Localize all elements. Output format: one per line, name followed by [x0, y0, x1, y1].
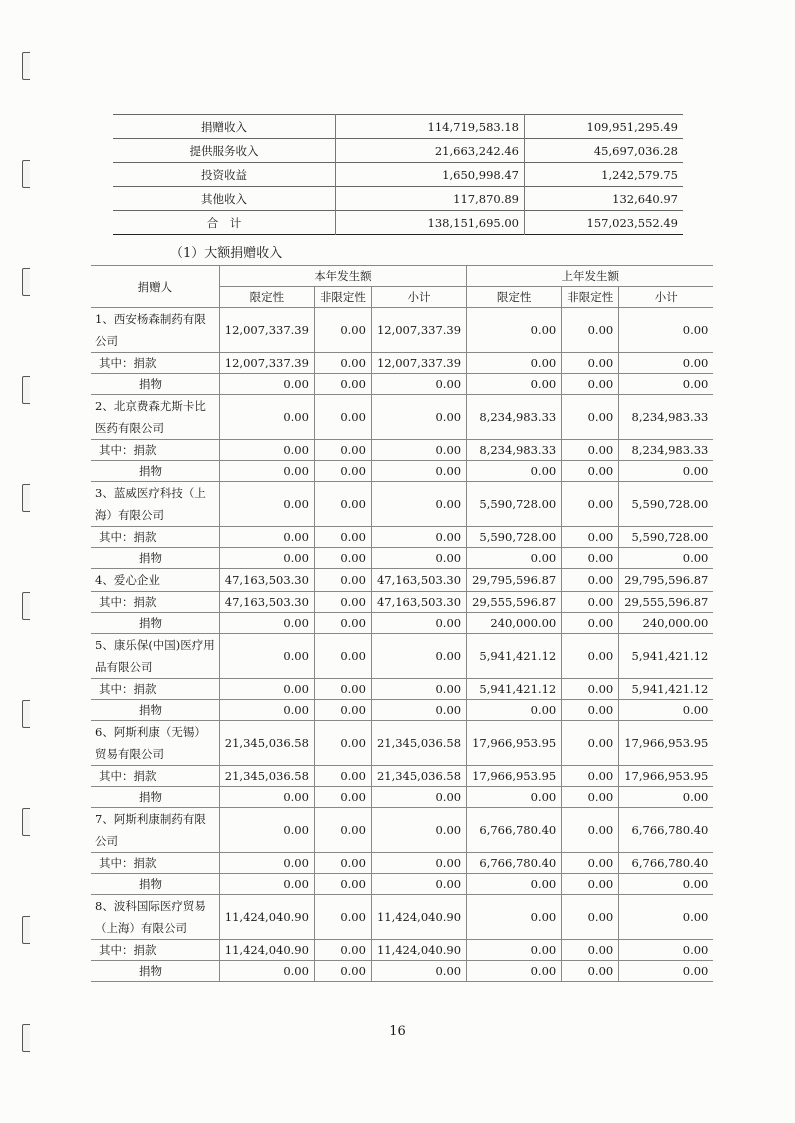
amount-cell: 29,555,596.87 [619, 592, 714, 613]
amount-cell: 0.00 [371, 461, 466, 482]
amount-cell: 0.00 [371, 700, 466, 721]
amount-cell: 0.00 [562, 482, 619, 527]
subheader-cell: 非限定性 [314, 287, 371, 308]
amount-cell: 0.00 [619, 895, 714, 940]
summary-current: 1,650,998.47 [336, 163, 525, 187]
summary-previous: 45,697,036.28 [525, 139, 684, 163]
amount-cell: 0.00 [314, 895, 371, 940]
amount-cell: 0.00 [219, 808, 314, 853]
amount-cell: 17,966,953.95 [467, 766, 562, 787]
header-row [91, 266, 713, 287]
cash-label: 其中：捐款 [91, 527, 219, 548]
cash-label: 其中：捐款 [91, 766, 219, 787]
amount-cell: 21,345,036.58 [371, 766, 466, 787]
subheader-cell: 非限定性 [562, 287, 619, 308]
cash-label: 其中：捐款 [91, 940, 219, 961]
amount-cell: 0.00 [314, 527, 371, 548]
amount-cell: 0.00 [314, 374, 371, 395]
amount-cell: 0.00 [562, 787, 619, 808]
amount-cell: 0.00 [562, 808, 619, 853]
donor-row [91, 395, 713, 440]
amount-cell: 17,966,953.95 [619, 721, 714, 766]
amount-cell: 0.00 [314, 569, 371, 592]
amount-cell: 0.00 [314, 634, 371, 679]
cash-label: 其中：捐款 [91, 440, 219, 461]
cash-row [91, 353, 713, 374]
amount-cell: 0.00 [314, 940, 371, 961]
goods-row [91, 787, 713, 808]
amount-cell: 0.00 [619, 874, 714, 895]
amount-cell: 47,163,503.30 [219, 569, 314, 592]
amount-cell: 0.00 [467, 548, 562, 569]
amount-cell: 12,007,337.39 [219, 353, 314, 374]
amount-cell: 0.00 [219, 874, 314, 895]
binder-mark [22, 52, 30, 80]
amount-cell: 240,000.00 [467, 613, 562, 634]
goods-label: 捐物 [91, 461, 219, 482]
amount-cell: 5,941,421.12 [467, 679, 562, 700]
donor-name-line: 8、波科国际医疗贸易 [95, 899, 206, 913]
amount-cell: 0.00 [467, 961, 562, 982]
goods-label: 捐物 [91, 874, 219, 895]
amount-cell: 0.00 [562, 961, 619, 982]
donor-name [91, 395, 219, 440]
donor-name-line: 公司 [95, 834, 118, 848]
amount-cell: 0.00 [371, 853, 466, 874]
amount-cell: 0.00 [562, 353, 619, 374]
amount-cell: 11,424,040.90 [219, 895, 314, 940]
amount-cell: 21,345,036.58 [219, 721, 314, 766]
amount-cell: 0.00 [562, 548, 619, 569]
summary-label: 捐赠收入 [113, 115, 336, 139]
summary-row [113, 139, 683, 163]
summary-current: 21,663,242.46 [336, 139, 525, 163]
donor-name-line: 7、阿斯利康制药有限 [95, 812, 206, 826]
amount-cell: 0.00 [467, 308, 562, 353]
amount-cell: 6,766,780.40 [467, 853, 562, 874]
amount-cell: 0.00 [219, 853, 314, 874]
amount-cell: 0.00 [467, 874, 562, 895]
summary-previous: 157,023,552.49 [525, 211, 684, 235]
amount-cell: 47,163,503.30 [371, 592, 466, 613]
binder-mark [22, 808, 30, 836]
goods-row [91, 613, 713, 634]
amount-cell: 0.00 [619, 787, 714, 808]
amount-cell: 0.00 [314, 482, 371, 527]
amount-cell: 0.00 [219, 548, 314, 569]
amount-cell: 0.00 [562, 700, 619, 721]
amount-cell: 0.00 [371, 787, 466, 808]
amount-cell: 0.00 [371, 961, 466, 982]
amount-cell: 0.00 [619, 308, 714, 353]
amount-cell: 0.00 [219, 395, 314, 440]
amount-cell: 0.00 [314, 853, 371, 874]
amount-cell: 11,424,040.90 [371, 940, 466, 961]
section-title: （1）大额捐赠收入 [170, 246, 283, 261]
amount-cell: 0.00 [314, 721, 371, 766]
goods-label: 捐物 [91, 961, 219, 982]
amount-cell: 0.00 [619, 940, 714, 961]
amount-cell: 47,163,503.30 [371, 569, 466, 592]
amount-cell: 0.00 [219, 679, 314, 700]
amount-cell: 5,941,421.12 [467, 634, 562, 679]
binder-mark [22, 700, 30, 728]
goods-row [91, 874, 713, 895]
amount-cell: 0.00 [562, 940, 619, 961]
amount-cell: 8,234,983.33 [467, 395, 562, 440]
amount-cell: 0.00 [371, 374, 466, 395]
amount-cell: 0.00 [314, 395, 371, 440]
amount-cell: 0.00 [314, 613, 371, 634]
cash-row [91, 940, 713, 961]
amount-cell: 5,941,421.12 [619, 634, 714, 679]
subheader-cell: 限定性 [219, 287, 314, 308]
goods-row [91, 961, 713, 982]
subheader-cell: 限定性 [467, 287, 562, 308]
amount-cell: 11,424,040.90 [371, 895, 466, 940]
donor-name-line: 2、北京费森尤斯卡比 [95, 399, 206, 413]
amount-cell: 0.00 [371, 548, 466, 569]
cash-label: 其中：捐款 [91, 853, 219, 874]
donor-name [91, 895, 219, 940]
amount-cell: 0.00 [219, 700, 314, 721]
summary-row [113, 115, 683, 139]
amount-cell: 0.00 [314, 874, 371, 895]
binder-mark [22, 916, 30, 944]
donor-row [91, 895, 713, 940]
donor-name-line: 3、蓝威医疗科技（上 [95, 486, 206, 500]
amount-cell: 0.00 [467, 374, 562, 395]
donor-name-line: 品有限公司 [95, 660, 153, 674]
amount-cell: 6,766,780.40 [619, 808, 714, 853]
amount-cell: 12,007,337.39 [371, 353, 466, 374]
goods-row [91, 548, 713, 569]
amount-cell: 0.00 [619, 700, 714, 721]
amount-cell: 0.00 [467, 700, 562, 721]
amount-cell: 0.00 [562, 527, 619, 548]
amount-cell: 0.00 [314, 961, 371, 982]
amount-cell: 29,795,596.87 [467, 569, 562, 592]
amount-cell: 0.00 [371, 613, 466, 634]
binder-mark [22, 592, 30, 620]
amount-cell: 0.00 [219, 461, 314, 482]
amount-cell: 0.00 [219, 440, 314, 461]
amount-cell: 0.00 [371, 634, 466, 679]
amount-cell: 0.00 [562, 853, 619, 874]
donor-row [91, 721, 713, 766]
amount-cell: 0.00 [619, 374, 714, 395]
cash-row [91, 592, 713, 613]
amount-cell: 0.00 [219, 374, 314, 395]
summary-label: 投资收益 [113, 163, 336, 187]
amount-cell: 0.00 [219, 527, 314, 548]
amount-cell: 0.00 [314, 766, 371, 787]
amount-cell: 0.00 [562, 461, 619, 482]
amount-cell: 5,590,728.00 [619, 527, 714, 548]
binder-mark [22, 160, 30, 188]
summary-label: 其他收入 [113, 187, 336, 211]
goods-label: 捐物 [91, 548, 219, 569]
amount-cell: 0.00 [314, 353, 371, 374]
cash-row [91, 440, 713, 461]
amount-cell: 0.00 [619, 961, 714, 982]
donor-row [91, 634, 713, 679]
donor-name [91, 634, 219, 679]
subheader-cell: 小计 [371, 287, 466, 308]
amount-cell: 6,766,780.40 [467, 808, 562, 853]
amount-cell: 0.00 [562, 895, 619, 940]
binder-mark [22, 268, 30, 296]
amount-cell: 0.00 [314, 592, 371, 613]
amount-cell: 8,234,983.33 [619, 395, 714, 440]
amount-cell: 11,424,040.90 [219, 940, 314, 961]
amount-cell: 5,590,728.00 [467, 482, 562, 527]
donor-name [91, 482, 219, 527]
summary-row [113, 187, 683, 211]
amount-cell: 47,163,503.30 [219, 592, 314, 613]
amount-cell: 21,345,036.58 [371, 721, 466, 766]
amount-cell: 0.00 [467, 461, 562, 482]
amount-cell: 0.00 [562, 634, 619, 679]
amount-cell: 0.00 [314, 679, 371, 700]
donor-row [91, 569, 713, 592]
summary-previous: 109,951,295.49 [525, 115, 684, 139]
amount-cell: 17,966,953.95 [467, 721, 562, 766]
donor-name-line: 1、西安杨森制药有限 [95, 312, 206, 326]
summary-row [113, 163, 683, 187]
amount-cell: 6,766,780.40 [619, 853, 714, 874]
amount-cell: 0.00 [371, 482, 466, 527]
summary-previous: 1,242,579.75 [525, 163, 684, 187]
amount-cell: 240,000.00 [619, 613, 714, 634]
donor-row [91, 482, 713, 527]
amount-cell: 0.00 [467, 940, 562, 961]
amount-cell: 0.00 [314, 308, 371, 353]
amount-cell: 0.00 [619, 353, 714, 374]
amount-cell: 0.00 [371, 440, 466, 461]
amount-cell: 0.00 [562, 766, 619, 787]
amount-cell: 0.00 [562, 679, 619, 700]
amount-cell: 0.00 [314, 440, 371, 461]
cash-row [91, 679, 713, 700]
donor-name-line: 贸易有限公司 [95, 747, 164, 761]
donor-name-line: （上海）有限公司 [95, 921, 187, 935]
subheader-cell: 小计 [619, 287, 714, 308]
amount-cell: 0.00 [562, 721, 619, 766]
cash-label: 其中：捐款 [91, 592, 219, 613]
donor-name-line: 医药有限公司 [95, 421, 164, 435]
summary-label: 合 计 [113, 211, 336, 235]
donor-name [91, 569, 219, 592]
page-number: 16 [389, 1024, 406, 1039]
goods-row [91, 374, 713, 395]
donor-name-line: 海）有限公司 [95, 508, 164, 522]
amount-cell: 12,007,337.39 [219, 308, 314, 353]
donor-name-line: 公司 [95, 334, 118, 348]
summary-current: 138,151,695.00 [336, 211, 525, 235]
amount-cell: 0.00 [619, 548, 714, 569]
amount-cell: 0.00 [314, 700, 371, 721]
amount-cell: 0.00 [562, 592, 619, 613]
cash-label: 其中：捐款 [91, 353, 219, 374]
summary-row [113, 211, 683, 235]
amount-cell: 0.00 [467, 895, 562, 940]
amount-cell: 0.00 [219, 482, 314, 527]
amount-cell: 12,007,337.39 [371, 308, 466, 353]
amount-cell: 0.00 [619, 461, 714, 482]
amount-cell: 29,795,596.87 [619, 569, 714, 592]
donor-name-line: 5、康乐保(中国)医疗用 [95, 638, 215, 652]
amount-cell: 0.00 [562, 308, 619, 353]
income-summary-table [113, 114, 683, 235]
amount-cell: 0.00 [314, 808, 371, 853]
large-donation-table [91, 265, 713, 982]
binder-mark [22, 484, 30, 512]
goods-label: 捐物 [91, 613, 219, 634]
header-previous-year: 上年发生额 [467, 266, 714, 287]
cash-row [91, 853, 713, 874]
amount-cell: 8,234,983.33 [467, 440, 562, 461]
goods-label: 捐物 [91, 374, 219, 395]
amount-cell: 0.00 [562, 613, 619, 634]
amount-cell: 0.00 [219, 634, 314, 679]
summary-label: 提供服务收入 [113, 139, 336, 163]
amount-cell: 0.00 [371, 395, 466, 440]
binder-mark [22, 376, 30, 404]
summary-previous: 132,640.97 [525, 187, 684, 211]
amount-cell: 5,590,728.00 [619, 482, 714, 527]
goods-row [91, 461, 713, 482]
amount-cell: 0.00 [562, 440, 619, 461]
amount-cell: 17,966,953.95 [619, 766, 714, 787]
amount-cell: 0.00 [219, 961, 314, 982]
amount-cell: 0.00 [562, 395, 619, 440]
amount-cell: 0.00 [562, 374, 619, 395]
amount-cell: 0.00 [219, 613, 314, 634]
amount-cell: 0.00 [314, 461, 371, 482]
amount-cell: 0.00 [562, 874, 619, 895]
goods-row [91, 700, 713, 721]
donor-name [91, 308, 219, 353]
amount-cell: 0.00 [314, 787, 371, 808]
amount-cell: 0.00 [467, 787, 562, 808]
amount-cell: 0.00 [219, 787, 314, 808]
donor-row [91, 808, 713, 853]
amount-cell: 8,234,983.33 [619, 440, 714, 461]
amount-cell: 0.00 [371, 808, 466, 853]
amount-cell: 0.00 [562, 569, 619, 592]
goods-label: 捐物 [91, 787, 219, 808]
donor-name-line: 4、爱心企业 [95, 573, 160, 587]
header-current-year: 本年发生额 [219, 266, 466, 287]
summary-current: 117,870.89 [336, 187, 525, 211]
donor-name [91, 721, 219, 766]
amount-cell: 0.00 [371, 874, 466, 895]
donor-row [91, 308, 713, 353]
cash-row [91, 527, 713, 548]
amount-cell: 0.00 [371, 679, 466, 700]
amount-cell: 0.00 [467, 353, 562, 374]
amount-cell: 0.00 [371, 527, 466, 548]
amount-cell: 5,941,421.12 [619, 679, 714, 700]
amount-cell: 29,555,596.87 [467, 592, 562, 613]
summary-current: 114,719,583.18 [336, 115, 525, 139]
goods-label: 捐物 [91, 700, 219, 721]
amount-cell: 5,590,728.00 [467, 527, 562, 548]
amount-cell: 0.00 [314, 548, 371, 569]
cash-label: 其中：捐款 [91, 679, 219, 700]
donor-name-line: 6、阿斯利康（无锡） [95, 725, 206, 739]
donor-name [91, 808, 219, 853]
amount-cell: 21,345,036.58 [219, 766, 314, 787]
header-donor: 捐赠人 [91, 266, 219, 308]
cash-row [91, 766, 713, 787]
